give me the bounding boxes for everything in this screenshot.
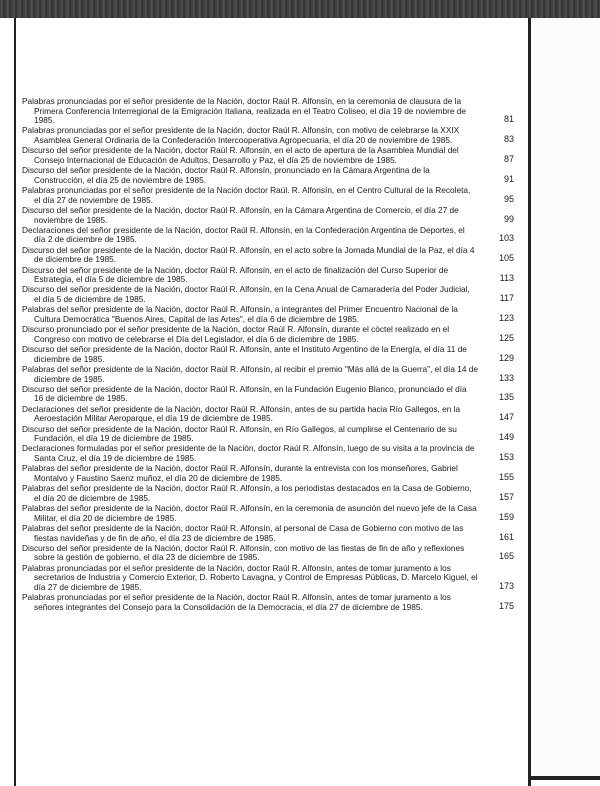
toc-entry-title: Discurso del señor presidente de la Nación, doctor Raúl R. Alfonsín, en el acto de apertura de la Asamblea Mundial del Consejo Internacional de Educación de Adultos, Desarrollo y Paz, el día 25 de noviembre de 1985. bbox=[22, 145, 459, 165]
toc-entry bbox=[22, 544, 522, 563]
toc-entry bbox=[22, 126, 522, 145]
toc-page-number: 149 bbox=[498, 432, 514, 443]
toc-entry-title: Palabras pronunciadas por el señor presidente de la Nación, doctor Raúl R. Alfonsín, antes de tomar juramento a los señores integrantes del Consejo para la Consolidación de la Democracia, el día 27 de diciembre de 1985. bbox=[22, 592, 451, 612]
toc-entry bbox=[22, 405, 522, 424]
toc-page-number: 103 bbox=[498, 233, 514, 244]
toc-entry-title: Discurso pronunciado por el señor presidente de la Nación, doctor Raúl R. Alfonsín, durante el cóctel realizado en el Congreso con motivo de celebrarse el Día del Legislador, el día 6 de diciembre de 1985. bbox=[22, 324, 450, 344]
toc-entry bbox=[22, 504, 522, 523]
toc-entry-title: Discurso del señor presidente de la Nación, doctor Raúl R. Alfonsín, en el acto sobre la Jornada Mundial de la Paz, el día 4 de diciembre de 1985. bbox=[22, 244, 475, 265]
toc-entry-title: Palabras del señor presidente de la Nación, doctor Raúl R. Alfonsín, en la ceremonia de asunción del nuevo jefe de la Casa Militar, el día 20 de diciembre de 1985. bbox=[22, 503, 477, 523]
toc-entry-title: Palabras del señor presidente de la Nación, doctor Raúl R. Alfonsín, durante la entrevista con los monseñores, Gabriel Montalvo y Faustino Saenz muñoz, el día 20 de diciembre de 1985. bbox=[22, 463, 458, 483]
right-margin-rule bbox=[528, 18, 531, 786]
toc-entry bbox=[22, 226, 522, 245]
toc-page-number: 87 bbox=[503, 153, 514, 164]
toc-entry-title: Declaraciones del señor presidente de la Nación, doctor Raúl R. Alfonsín, en la Confederación Argentina de Deportes, el día 2 de diciembre de 1985. bbox=[22, 224, 465, 245]
toc-entry-title: Discurso del señor presidente de la Nación, doctor Raúl R. Alfonsín, con motivo de las fiestas de fin de año y reflexiones sobre la gestión de gobierno, el día 23 de diciembre de 1985. bbox=[22, 542, 465, 563]
toc-page-number: 81 bbox=[503, 114, 514, 125]
toc-page-number: 153 bbox=[498, 452, 514, 463]
toc-entry bbox=[22, 345, 522, 364]
toc-page-number: 99 bbox=[503, 213, 514, 224]
left-margin-rule bbox=[14, 18, 16, 786]
toc-page-number: 173 bbox=[498, 580, 514, 591]
toc-entry bbox=[22, 97, 522, 126]
toc-page-number: 155 bbox=[498, 471, 514, 482]
toc-entry-title: Declaraciones del señor presidente de la Nación, doctor Raúl R. Alfonsín, antes de su partida hacia Río Gallegos, en la Aeroestación Militar Aeroparque, el día 19 de diciembre de 1985. bbox=[22, 403, 461, 424]
toc-entry-title: Declaraciones formuladas por el señor presidente de la Nación, doctor Raúl R. Alfonsín, luego de su visita a la provincia de Santa Cruz, el día 19 de diciembre de 1985. bbox=[22, 443, 475, 464]
toc-page-number: 159 bbox=[498, 511, 514, 522]
toc-entry-title: Palabras pronunciadas por el señor presidente de la Nación doctor Raúl. R. Alfonsín, en el Centro Cultural de la Recoleta, el día 27 de noviembre de 1985. bbox=[22, 185, 471, 205]
toc-entry bbox=[22, 285, 522, 304]
table-of-contents bbox=[22, 97, 522, 613]
toc-entry bbox=[22, 564, 522, 593]
toc-entry bbox=[22, 484, 522, 503]
toc-entry bbox=[22, 593, 522, 612]
toc-entry bbox=[22, 444, 522, 463]
toc-page-number: 133 bbox=[498, 372, 514, 383]
toc-entry-title: Palabras pronunciadas por el señor presidente de la Nación, doctor Raúl R. Alfonsín, con motivo de celebrarse la XXIX Asamblea General Ordinaria de la Confederación Intercooperativa Agropecuaria, el día 20 de noviembre de 1985. bbox=[22, 125, 460, 146]
toc-entry-title: Discurso del señor presidente de la Nación, doctor Raúl R. Alfonsín, en la Cámara Argentina de Comercio, el día 27 de noviembre de 1985. bbox=[22, 204, 459, 225]
toc-page-number: 113 bbox=[499, 273, 514, 284]
toc-page-number: 95 bbox=[503, 193, 514, 204]
toc-page-number: 165 bbox=[498, 551, 514, 562]
toc-page-number: 157 bbox=[498, 491, 514, 502]
toc-entry-title: Palabras pronunciadas por el señor presidente de la Nación, doctor Raúl R. Alfonsín, antes de tomar juramento a los secretarios de Industria y Comercio Exterior, D. Roberto Lavagna, y Control de Empresas Públicas, D. Marcelo Kiguel, el día 27 de diciembre de 1985. bbox=[22, 562, 478, 592]
toc-entry-title: Discurso del señor presidente de la Nación, doctor Raúl R. Alfonsín, ante el Instituto Argentino de la Energía, el día 11 de diciembre de 1985. bbox=[22, 344, 467, 364]
toc-page-number: 161 bbox=[498, 531, 514, 542]
toc-entry bbox=[22, 305, 522, 324]
toc-page-number: 175 bbox=[498, 600, 514, 611]
toc-page-number: 135 bbox=[498, 392, 514, 403]
toc-entry bbox=[22, 365, 522, 384]
toc-page-number: 105 bbox=[498, 253, 514, 264]
toc-entry-title: Palabras del señor presidente de la Nación, doctor Raúl R. Alfonsín, a integrantes del Primer Encuentro Nacional de la Cultura Democrática "Buenos Aires, Capital de las Artes", el día 6 de diciembre de 1985. bbox=[22, 304, 458, 324]
toc-page-number: 125 bbox=[498, 332, 514, 343]
toc-page-number: 91 bbox=[503, 173, 514, 184]
toc-entry-title: Palabras del señor presidente de la Nación, doctor Raúl R. Alfonsín, a los periodistas destacados en la Casa de Gobierno, el día 20 de diciembre de 1985. bbox=[22, 483, 472, 503]
toc-entry-title: Discurso del señor presidente de la Nación, doctor Raúl R. Alfonsín, pronunciado en la Cámara Argentina de la Construcción, el día 25 de noviembre de 1985. bbox=[22, 165, 430, 185]
toc-entry-title: Discurso del señor presidente de la Nación, doctor Raúl R. Alfonsín, en Río Gallegos, al cumplirse el Centenario de su Fundación, el día 19 de diciembre de 1985. bbox=[22, 423, 457, 444]
toc-entry-title: Palabras del señor presidente de la Nación, doctor Raúl R. Alfonsín, al recibir el premio "Más allá de la Guerra", el día 14 de diciembre de 1985. bbox=[22, 363, 479, 384]
toc-page-number: 83 bbox=[503, 134, 514, 145]
facing-page-strip bbox=[531, 18, 600, 776]
toc-entry-title: Palabras del señor presidente de la Nación, doctor Raúl R. Alfonsín, al personal de Casa de Gobierno con motivo de las fiestas navideñas y de fin de año, el día 23 de diciembre de 1985. bbox=[22, 522, 464, 543]
toc-page-number: 129 bbox=[498, 352, 514, 363]
toc-page-number: 117 bbox=[499, 293, 514, 304]
toc-entry bbox=[22, 246, 522, 265]
toc-entry bbox=[22, 385, 522, 404]
toc-entry bbox=[22, 206, 522, 225]
toc-page-number: 147 bbox=[498, 412, 514, 423]
toc-entry bbox=[22, 325, 522, 344]
toc-entry bbox=[22, 524, 522, 543]
toc-entry bbox=[22, 464, 522, 483]
toc-entry bbox=[22, 266, 522, 285]
toc-entry bbox=[22, 425, 522, 444]
toc-entry-title: Discurso del señor presidente de la Nación, doctor Raúl R. Alfonsín, en el acto de finalización del Curso Superior de Estrategia, el día 5 de diciembre de 1985. bbox=[22, 264, 449, 285]
toc-entry bbox=[22, 186, 522, 205]
bottom-corner-rule bbox=[531, 776, 600, 780]
toc-entry bbox=[22, 146, 522, 165]
toc-entry-title: Palabras pronunciadas por el señor presidente de la Nación, doctor Raúl R. Alfonsín, en la ceremonia de clausura de la Primera Conferencia Interregional de la Emigración Italiana, realizada en el Teatro Coliseo, el día 19 de noviembre de 1985. bbox=[22, 96, 466, 126]
toc-entry-title: Discurso del señor presidente de la Nación, doctor Raúl R. Alfonsín, en la Cena Anual de Camaradería del Poder Judicial, el día 5 de diciembre de 1985. bbox=[22, 284, 470, 305]
scan-top-band bbox=[0, 0, 600, 18]
toc-entry bbox=[22, 166, 522, 185]
toc-entry-title: Discurso del señor presidente de la Nación, doctor Raúl R. Alfonsín, en la Fundación Eugenio Blanco, pronunciado el día 16 de diciembre de 1985. bbox=[22, 383, 467, 404]
toc-page-number: 123 bbox=[498, 312, 514, 323]
